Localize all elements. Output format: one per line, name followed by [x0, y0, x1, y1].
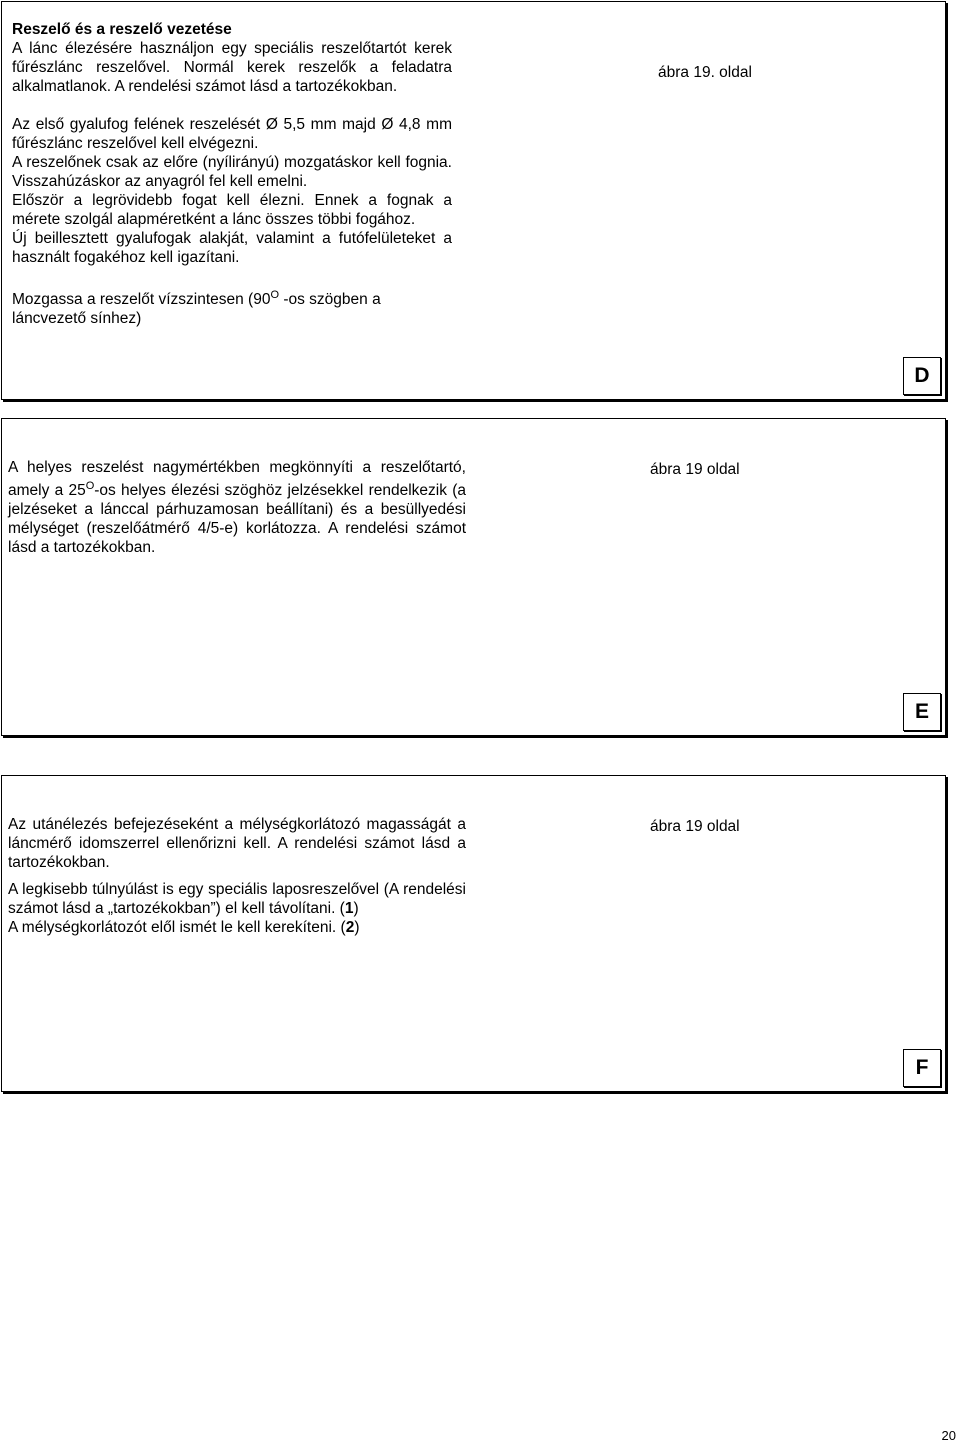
section-d-paragraph-2d: Új beillesztett gyalufogak alakját, valamint a futófelületeket a használt fogakéhoz kell igazítani.: [12, 230, 452, 266]
section-f-p3-number: 2: [345, 919, 355, 936]
section-d-text: [12, 20, 452, 328]
section-d-p3-before: Mozgassa a reszelőt vízszintesen (90: [12, 291, 271, 308]
section-f-text: [8, 815, 466, 937]
section-e-p1-before: A helyes reszelést nagymértékben megkönnyíti a reszelőtartó, amely a 25: [8, 459, 466, 499]
section-e-text: [8, 458, 466, 557]
section-d-letter-box: D: [903, 357, 941, 395]
section-d-title: Reszelő és a reszelő vezetése: [12, 21, 232, 38]
section-f-p2-close: ): [353, 900, 359, 917]
degree-symbol: O: [270, 289, 280, 301]
section-f-figure-ref: ábra 19 oldal: [650, 818, 740, 835]
section-d-p3-after: -os szögben a láncvezető sínhez): [12, 291, 381, 327]
section-f-letter-box: F: [903, 1049, 941, 1087]
section-f-paragraph-3: [8, 918, 466, 937]
section-e-figure-ref: ábra 19 oldal: [650, 461, 740, 478]
section-d-panel: [1, 1, 946, 400]
section-e-letter-box: E: [903, 693, 941, 731]
section-f-p3-close: ): [354, 919, 360, 936]
section-f-paragraph-2: [8, 880, 466, 918]
section-f-panel: [1, 775, 946, 1092]
section-f-p2-text: A legkisebb túlnyúlást is egy speciális laposreszelővel (A rendelési számot lásd a „tartozékokban”) el kell távolítani. (: [8, 881, 466, 917]
degree-symbol: O: [85, 480, 95, 492]
section-d-paragraph-2c: Először a legrövidebb fogat kell élezni. Ennek a fognak a mérete szolgál alapméretként a lánc összes többi fogához.: [12, 192, 452, 228]
section-d-paragraph-3: [12, 286, 452, 328]
section-d-paragraph-1: A lánc élezésére használjon egy speciális reszelőtartót kerek fűrészlánc reszelővel. Normál kerek reszelők a feladatra alkalmatlanok. A rendelési számot lásd a tartozékokban.: [12, 40, 452, 95]
section-d-figure-ref: ábra 19. oldal: [658, 64, 752, 81]
section-f-p2-number: 1: [344, 900, 354, 917]
section-e-p1-after: -os helyes élezési szöghöz jelzésekkel rendelkezik (a jelzéseket a lánccal párhuzamosan beállítani) és a besüllyedési mélységet (reszelőátmérő 4/5-e) korlátozza. A rendelési számot lásd a tartozékokban.: [8, 482, 466, 556]
page-number: 20: [941, 1428, 956, 1443]
section-d-paragraph-2b: A reszelőnek csak az előre (nyílirányú) mozgatáskor kell fognia. Visszahúzáskor az anyagról fel kell emelni.: [12, 154, 452, 190]
section-d-paragraph-2a: Az első gyalufog felének reszelését Ø 5,5 mm majd Ø 4,8 mm fűrészlánc reszelővel kell elvégezni.: [12, 116, 452, 152]
section-f-paragraph-1: Az utánélezés befejezéseként a mélységkorlátozó magasságát a láncmérő idomszerrel ellenőrizni kell. A rendelési számot lásd a tartozékokban.: [8, 816, 466, 871]
section-e-paragraph-1: [8, 458, 466, 557]
section-e-panel: [1, 418, 946, 736]
section-f-p3-text: A mélységkorlátozót elől ismét le kell kerekíteni. (: [8, 919, 346, 936]
